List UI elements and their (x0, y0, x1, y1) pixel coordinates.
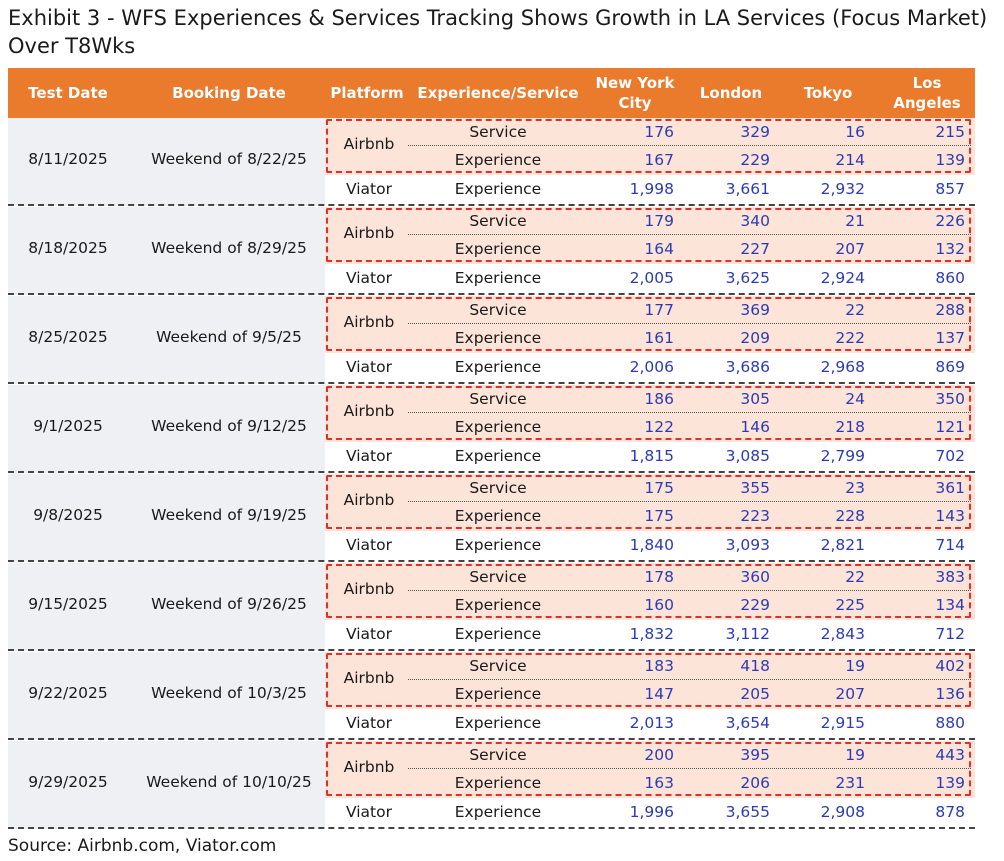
tokyo-value: 214 (835, 151, 865, 169)
experience-service-cell: Experience (454, 269, 542, 287)
los-angeles-value: 383 (935, 568, 965, 586)
london-value: 355 (740, 479, 770, 497)
header-booking-date: Booking Date (172, 84, 286, 102)
tokyo-value: 23 (845, 479, 865, 497)
los-angeles-value: 136 (935, 685, 965, 703)
tokyo-value: 222 (835, 329, 865, 347)
new-york-city-value: 1,832 (629, 625, 674, 643)
new-york-city-value: 1,840 (629, 536, 674, 554)
new-york-city-value: 160 (644, 596, 674, 614)
los-angeles-value: 350 (935, 390, 965, 408)
los-angeles-value: 361 (935, 479, 965, 497)
group-separator (8, 471, 975, 473)
experience-service-cell: Service (469, 746, 527, 764)
group-separator (8, 293, 975, 295)
london-value: 227 (740, 240, 770, 258)
platform-viator: Viator (345, 269, 392, 287)
new-york-city-value: 176 (644, 123, 674, 141)
london-value: 329 (740, 123, 770, 141)
experience-service-cell: Experience (454, 329, 542, 347)
los-angeles-value: 714 (935, 536, 965, 554)
experience-service-cell: Experience (454, 625, 542, 643)
los-angeles-value: 137 (935, 329, 965, 347)
platform-airbnb: Airbnb (343, 669, 395, 687)
header-experience-service: Experience/Service (417, 84, 579, 102)
los-angeles-value: 878 (935, 803, 965, 821)
new-york-city-value: 1,998 (629, 180, 674, 198)
platform-airbnb: Airbnb (343, 135, 395, 153)
tokyo-value: 207 (835, 685, 865, 703)
platform-airbnb: Airbnb (343, 758, 395, 776)
london-value: 418 (740, 657, 770, 675)
los-angeles-value: 143 (935, 507, 965, 525)
test-date: 8/18/2025 (28, 239, 108, 257)
london-value: 3,686 (725, 358, 770, 376)
tokyo-value: 2,924 (820, 269, 865, 287)
source-note: Source: Airbnb.com, Viator.com (8, 836, 277, 856)
header-test-date: Test Date (28, 84, 108, 102)
london-value: 223 (740, 507, 770, 525)
row-divider (408, 412, 971, 413)
group-separator (8, 382, 975, 384)
test-date: 8/25/2025 (28, 328, 108, 346)
los-angeles-value: 288 (935, 301, 965, 319)
new-york-city-value: 2,013 (629, 714, 674, 732)
los-angeles-value: 860 (935, 269, 965, 287)
experience-service-cell: Service (469, 123, 527, 141)
booking-date: Weekend of 8/22/25 (151, 150, 307, 168)
tokyo-value: 2,932 (820, 180, 865, 198)
platform-airbnb: Airbnb (343, 491, 395, 509)
date-group (8, 474, 975, 562)
los-angeles-value: 139 (935, 151, 965, 169)
tokyo-value: 2,843 (820, 625, 865, 643)
new-york-city-value: 186 (644, 390, 674, 408)
tokyo-value: 207 (835, 240, 865, 258)
platform-viator: Viator (345, 625, 392, 643)
london-value: 3,654 (725, 714, 770, 732)
london-value: 3,625 (725, 269, 770, 287)
los-angeles-value: 132 (935, 240, 965, 258)
new-york-city-value: 200 (644, 746, 674, 764)
platform-airbnb: Airbnb (343, 402, 395, 420)
tokyo-value: 22 (845, 301, 865, 319)
tokyo-value: 19 (845, 746, 865, 764)
experience-service-cell: Service (469, 479, 527, 497)
platform-viator: Viator (345, 180, 392, 198)
booking-date: Weekend of 10/3/25 (151, 684, 307, 702)
london-value: 3,661 (725, 180, 770, 198)
los-angeles-value: 139 (935, 774, 965, 792)
tokyo-value: 218 (835, 418, 865, 436)
experience-service-cell: Service (469, 390, 527, 408)
tokyo-value: 24 (845, 390, 865, 408)
london-value: 340 (740, 212, 770, 230)
experience-service-cell: Experience (454, 240, 542, 258)
experience-service-cell: Experience (454, 803, 542, 821)
booking-date: Weekend of 9/5/25 (156, 328, 302, 346)
london-value: 395 (740, 746, 770, 764)
london-value: 305 (740, 390, 770, 408)
date-group (8, 207, 975, 295)
exhibit-title: Exhibit 3 - WFS Experiences & Services Tracking Shows Growth in LA Services (Focus Market) Over T8Wks (8, 6, 988, 58)
row-divider (408, 590, 971, 591)
group-separator (8, 649, 975, 651)
row-divider (408, 768, 971, 769)
experience-service-cell: Experience (454, 180, 542, 198)
date-group (8, 741, 975, 829)
experience-service-cell: Experience (454, 774, 542, 792)
new-york-city-value: 175 (644, 479, 674, 497)
experience-service-cell: Experience (454, 151, 542, 169)
group-separator (8, 560, 975, 562)
experience-service-cell: Service (469, 301, 527, 319)
test-date: 9/29/2025 (28, 773, 108, 791)
booking-date: Weekend of 9/12/25 (151, 417, 307, 435)
new-york-city-value: 2,006 (629, 358, 674, 376)
platform-viator: Viator (345, 358, 392, 376)
london-value: 229 (740, 596, 770, 614)
experience-service-cell: Experience (454, 418, 542, 436)
london-value: 146 (740, 418, 770, 436)
experience-service-cell: Experience (454, 447, 542, 465)
experience-service-cell: Service (469, 212, 527, 230)
row-divider (408, 323, 971, 324)
table-header (8, 68, 975, 118)
date-group (8, 563, 975, 651)
row-divider (408, 501, 971, 502)
los-angeles-value: 857 (935, 180, 965, 198)
platform-airbnb: Airbnb (343, 313, 395, 331)
row-divider (408, 234, 971, 235)
los-angeles-value: 880 (935, 714, 965, 732)
test-date: 9/1/2025 (33, 417, 103, 435)
header-london: London (699, 84, 763, 102)
los-angeles-value: 226 (935, 212, 965, 230)
experience-service-cell: Service (469, 657, 527, 675)
tokyo-value: 2,968 (820, 358, 865, 376)
los-angeles-value: 702 (935, 447, 965, 465)
london-value: 229 (740, 151, 770, 169)
platform-airbnb: Airbnb (343, 224, 395, 242)
new-york-city-value: 147 (644, 685, 674, 703)
group-separator (8, 738, 975, 740)
london-value: 205 (740, 685, 770, 703)
test-date: 9/15/2025 (28, 595, 108, 613)
new-york-city-value: 1,996 (629, 803, 674, 821)
new-york-city-value: 167 (644, 151, 674, 169)
test-date: 9/22/2025 (28, 684, 108, 702)
tokyo-value: 2,799 (820, 447, 865, 465)
new-york-city-value: 161 (644, 329, 674, 347)
platform-viator: Viator (345, 714, 392, 732)
group-separator (8, 827, 975, 829)
test-date: 9/8/2025 (33, 506, 103, 524)
tokyo-value: 2,821 (820, 536, 865, 554)
platform-viator: Viator (345, 447, 392, 465)
los-angeles-value: 869 (935, 358, 965, 376)
los-angeles-value: 134 (935, 596, 965, 614)
experience-service-cell: Experience (454, 358, 542, 376)
experience-service-cell: Experience (454, 596, 542, 614)
los-angeles-value: 215 (935, 123, 965, 141)
tokyo-value: 16 (845, 123, 865, 141)
new-york-city-value: 178 (644, 568, 674, 586)
experience-service-cell: Experience (454, 685, 542, 703)
los-angeles-value: 443 (935, 746, 965, 764)
london-value: 3,655 (725, 803, 770, 821)
experience-service-cell: Experience (454, 714, 542, 732)
london-value: 206 (740, 774, 770, 792)
tokyo-value: 2,908 (820, 803, 865, 821)
row-divider (408, 145, 971, 146)
booking-date: Weekend of 8/29/25 (151, 239, 307, 257)
tokyo-value: 228 (835, 507, 865, 525)
new-york-city-value: 175 (644, 507, 674, 525)
date-group (8, 296, 975, 384)
new-york-city-value: 1,815 (629, 447, 674, 465)
los-angeles-value: 121 (935, 418, 965, 436)
booking-date: Weekend of 10/10/25 (146, 773, 312, 791)
booking-date: Weekend of 9/19/25 (151, 506, 307, 524)
new-york-city-value: 177 (644, 301, 674, 319)
tokyo-value: 22 (845, 568, 865, 586)
header-platform: Platform (330, 84, 404, 102)
row-divider (408, 679, 971, 680)
experience-service-cell: Experience (454, 536, 542, 554)
london-value: 369 (740, 301, 770, 319)
los-angeles-value: 712 (935, 625, 965, 643)
tokyo-value: 21 (845, 212, 865, 230)
header-los-angeles: Los Angeles (893, 74, 961, 112)
tokyo-value: 231 (835, 774, 865, 792)
london-value: 209 (740, 329, 770, 347)
date-group (8, 385, 975, 473)
booking-date: Weekend of 9/26/25 (151, 595, 307, 613)
platform-viator: Viator (345, 536, 392, 554)
new-york-city-value: 164 (644, 240, 674, 258)
london-value: 3,112 (725, 625, 770, 643)
date-group (8, 652, 975, 740)
new-york-city-value: 163 (644, 774, 674, 792)
tokyo-value: 225 (835, 596, 865, 614)
test-date: 8/11/2025 (28, 150, 108, 168)
london-value: 360 (740, 568, 770, 586)
group-separator (8, 204, 975, 206)
london-value: 3,085 (725, 447, 770, 465)
experience-service-cell: Service (469, 568, 527, 586)
tokyo-value: 19 (845, 657, 865, 675)
new-york-city-value: 179 (644, 212, 674, 230)
london-value: 3,093 (725, 536, 770, 554)
tokyo-value: 2,915 (820, 714, 865, 732)
platform-airbnb: Airbnb (343, 580, 395, 598)
header-tokyo: Tokyo (803, 84, 853, 102)
platform-viator: Viator (345, 803, 392, 821)
los-angeles-value: 402 (935, 657, 965, 675)
experience-service-cell: Experience (454, 507, 542, 525)
header-new-york-city: New York City (595, 74, 675, 112)
new-york-city-value: 122 (644, 418, 674, 436)
new-york-city-value: 2,005 (629, 269, 674, 287)
new-york-city-value: 183 (644, 657, 674, 675)
date-group (8, 118, 975, 206)
